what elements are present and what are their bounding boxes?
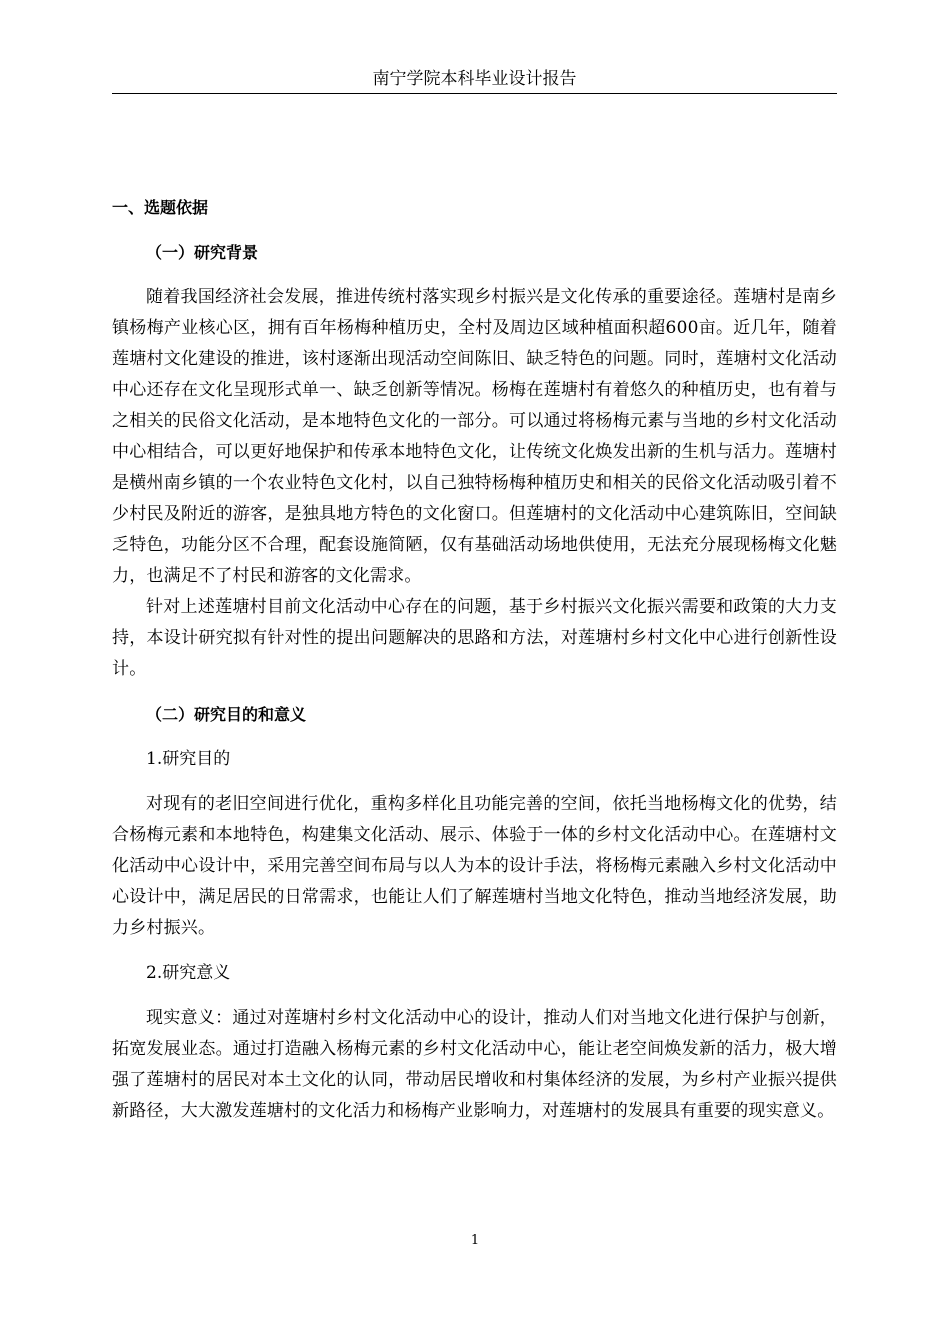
significance-heading: 2.研究意义 (146, 963, 231, 983)
header-title: 南宁学院本科毕业设计报告 (372, 69, 577, 89)
page-header (112, 66, 837, 94)
page-number: 1 (470, 1233, 480, 1248)
subsection-heading-background: （一）研究背景 (146, 243, 259, 262)
significance-paragraph: 现实意义：通过对莲塘村乡村文化活动中心的设计，推动人们对当地文化进行保护与创新，拓宽发展业态。通过打造融入杨梅元素的乡村文化活动中心，能让老空间焕发新的活力，极大增强了莲塘村的居民对本土文化的认同，带动居民增收和村集体经济的发展，为乡村产业振兴提供新路径，大大激发莲塘村的文化活力和杨梅产业影响力，对莲塘村的发展具有重要的现实意义。 (112, 1008, 837, 1121)
document-body (112, 192, 837, 1127)
background-paragraph-2: 针对上述莲塘村目前文化活动中心存在的问题，基于乡村振兴文化振兴需要和政策的大力支持，本设计研究拟有针对性的提出问题解决的思路和方法，对莲塘村乡村文化中心进行创新性设计。 (112, 597, 837, 679)
background-paragraph-1: 随着我国经济社会发展，推进传统村落实现乡村振兴是文化传承的重要途径。莲塘村是南乡镇杨梅产业核心区，拥有百年杨梅种植历史，全村及周边区域种植面积超600亩。近几年，随着莲塘村文化建设的推进，该村逐渐出现活动空间陈旧、缺乏特色的问题。同时，莲塘村文化活动中心还存在文化呈现形式单一、缺乏创新等情况。杨梅在莲塘村有着悠久的种植历史，也有着与之相关的民俗文化活动，是本地特色文化的一部分。可以通过将杨梅元素与当地的乡村文化活动中心相结合，可以更好地保护和传承本地特色文化，让传统文化焕发出新的生机与活力。莲塘村是横州南乡镇的一个农业特色文化村，以自己独特杨梅种植历史和相关的民俗文化活动吸引着不少村民及附近的游客，是独具地方特色的文化窗口。但莲塘村的文化活动中心建筑陈旧，空间缺乏特色，功能分区不合理，配套设施简陋，仅有基础活动场地供使用，无法充分展现杨梅文化魅力，也满足不了村民和游客的文化需求。 (112, 287, 837, 586)
purpose-heading: 1.研究目的 (146, 749, 231, 769)
subsection-heading-purpose-significance: （二）研究目的和意义 (146, 705, 307, 724)
section-heading: 一、选题依据 (112, 198, 209, 217)
purpose-paragraph: 对现有的老旧空间进行优化，重构多样化且功能完善的空间，依托当地杨梅文化的优势，结合杨梅元素和本地特色，构建集文化活动、展示、体验于一体的乡村文化活动中心。在莲塘村文化活动中心设计中，采用完善空间布局与以人为本的设计手法，将杨梅元素融入乡村文化活动中心设计中，满足居民的日常需求，也能让人们了解莲塘村当地文化特色，推动当地经济发展，助力乡村振兴。 (112, 794, 837, 938)
